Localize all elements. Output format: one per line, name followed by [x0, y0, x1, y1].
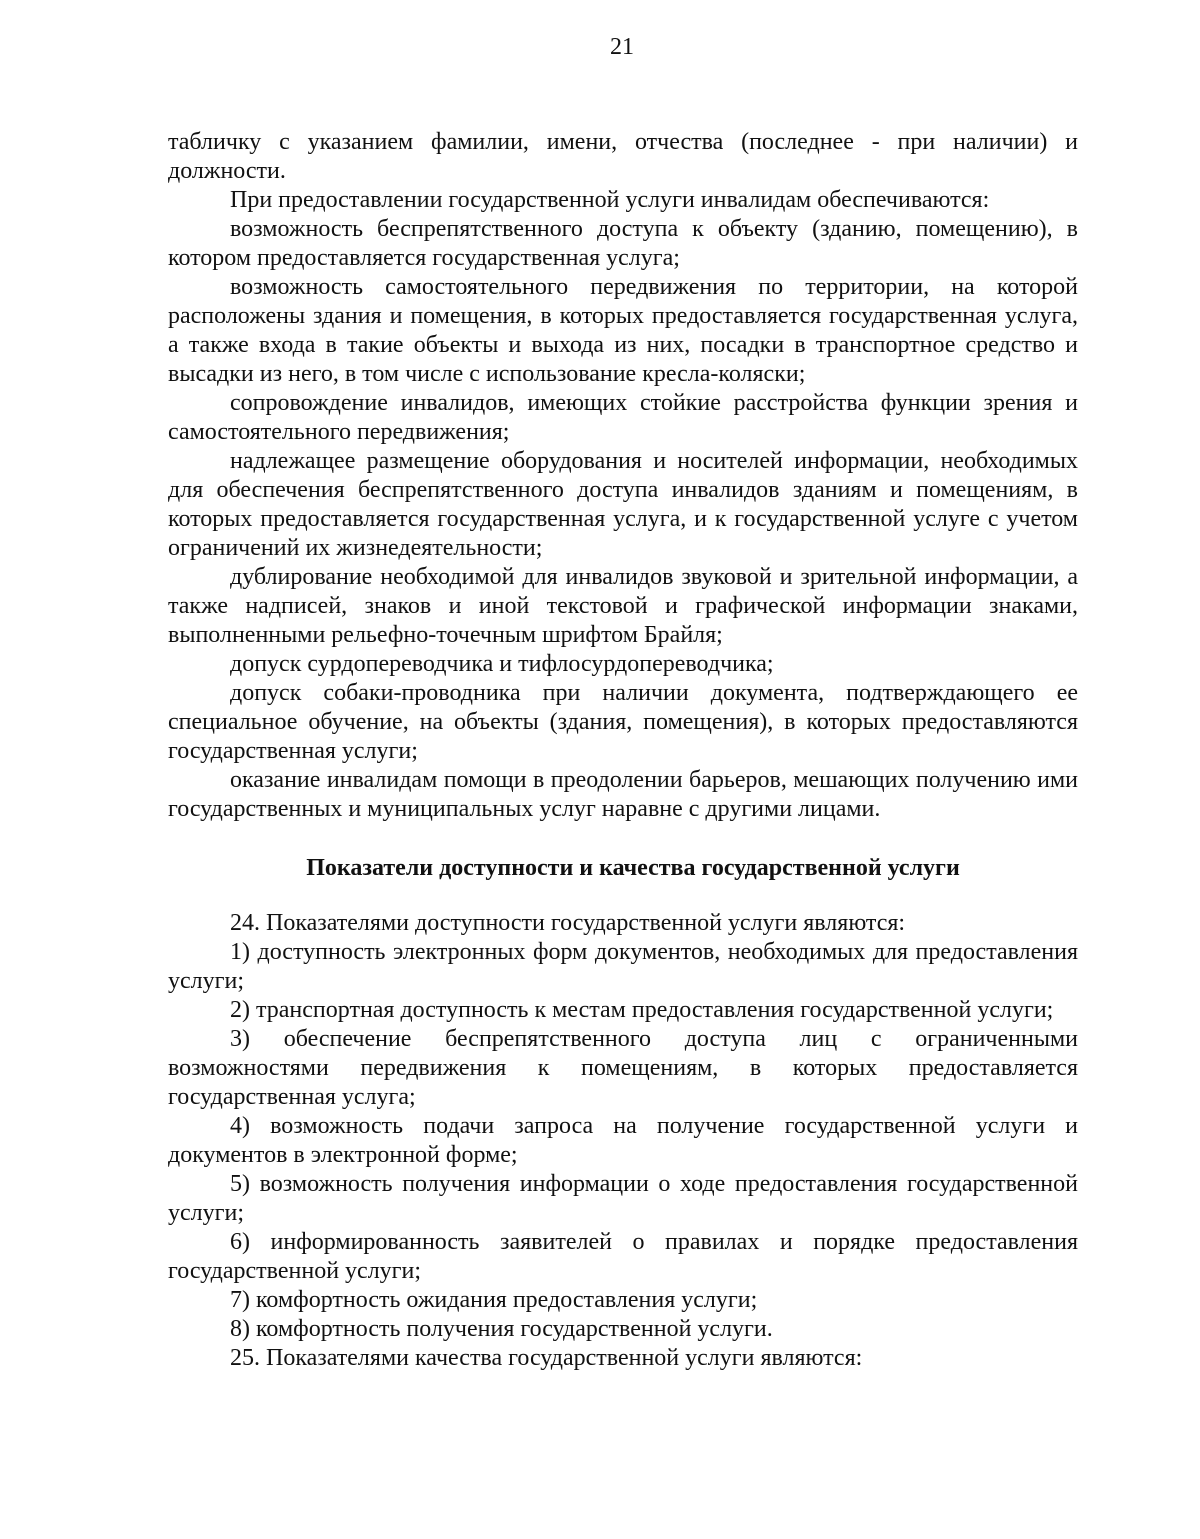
- page-number: 21: [610, 34, 634, 60]
- paragraph-continuation: табличку с указанием фамилии, имени, отчества (последнее - при наличии) и должности.: [168, 129, 1078, 184]
- section-heading: Показатели доступности и качества государственной услуги: [306, 855, 960, 881]
- paragraph-access-to-object: возможность беспрепятственного доступа к объекту (зданию, помещению), в котором предоставляется государственная услуга;: [168, 216, 1078, 271]
- paragraph-equipment-placement: надлежащее размещение оборудования и носителей информации, необходимых для обеспечения беспрепятственного доступа инвалидов зданиям и помещениям, в которых предоставляется государственная услуга, и к государственной услуге с учетом ограничений их жизнедеятельности;: [168, 448, 1078, 561]
- paragraph-sign-interpreter: допуск сурдопереводчика и тифлосурдопереводчика;: [230, 651, 774, 677]
- indicators-list: [168, 909, 1078, 1373]
- list-item: 8) комфортность получения государственной услуги.: [230, 1316, 773, 1342]
- document-body: [168, 128, 1078, 1373]
- paragraph-assistance: оказание инвалидам помощи в преодолении барьеров, мешающих получению ими государственных и муниципальных услуг наравне с другими лицами.: [168, 767, 1078, 822]
- list-item: 2) транспортная доступность к местам предоставления государственной услуги;: [230, 997, 1054, 1023]
- list-item: 1) доступность электронных форм документов, необходимых для предоставления услуги;: [168, 939, 1078, 994]
- list-item: 25. Показателями качества государственной услуги являются:: [230, 1345, 863, 1371]
- paragraph-intro-disabled-services: При предоставлении государственной услуги инвалидам обеспечиваются:: [230, 187, 990, 213]
- list-item: 3) обеспечение беспрепятственного доступа лиц с ограниченными возможностями передвижения к помещениям, в которых предоставляется государственная услуга;: [168, 1026, 1078, 1110]
- list-item: 24. Показателями доступности государственной услуги являются:: [230, 910, 906, 936]
- paragraph-duplication-braille: дублирование необходимой для инвалидов звуковой и зрительной информации, а также надписей, знаков и иной текстовой и графической информации знаками, выполненными рельефно-точечным шрифтом Брайля;: [168, 564, 1078, 648]
- list-item: 7) комфортность ожидания предоставления услуги;: [230, 1287, 758, 1313]
- paragraph-guide-dog: допуск собаки-проводника при наличии документа, подтверждающего ее специальное обучение, на объекты (здания, помещения), в которых предоставляются государственная услуги;: [168, 680, 1078, 764]
- list-item: 4) возможность подачи запроса на получение государственной услуги и документов в электронной форме;: [168, 1113, 1078, 1168]
- paragraph-independent-movement: возможность самостоятельного передвижения по территории, на которой расположены здания и помещения, в которых предоставляется государственная услуга, а также входа в такие объекты и выхода из них, посадки в транспортное средство и высадки из него, в том числе с использование кресла-коляски;: [168, 274, 1078, 387]
- list-item: 6) информированность заявителей о правилах и порядке предоставления государственной услуги;: [168, 1229, 1078, 1284]
- paragraph-escort: сопровождение инвалидов, имеющих стойкие расстройства функции зрения и самостоятельного передвижения;: [168, 390, 1078, 445]
- list-item: 5) возможность получения информации о ходе предоставления государственной услуги;: [168, 1171, 1078, 1226]
